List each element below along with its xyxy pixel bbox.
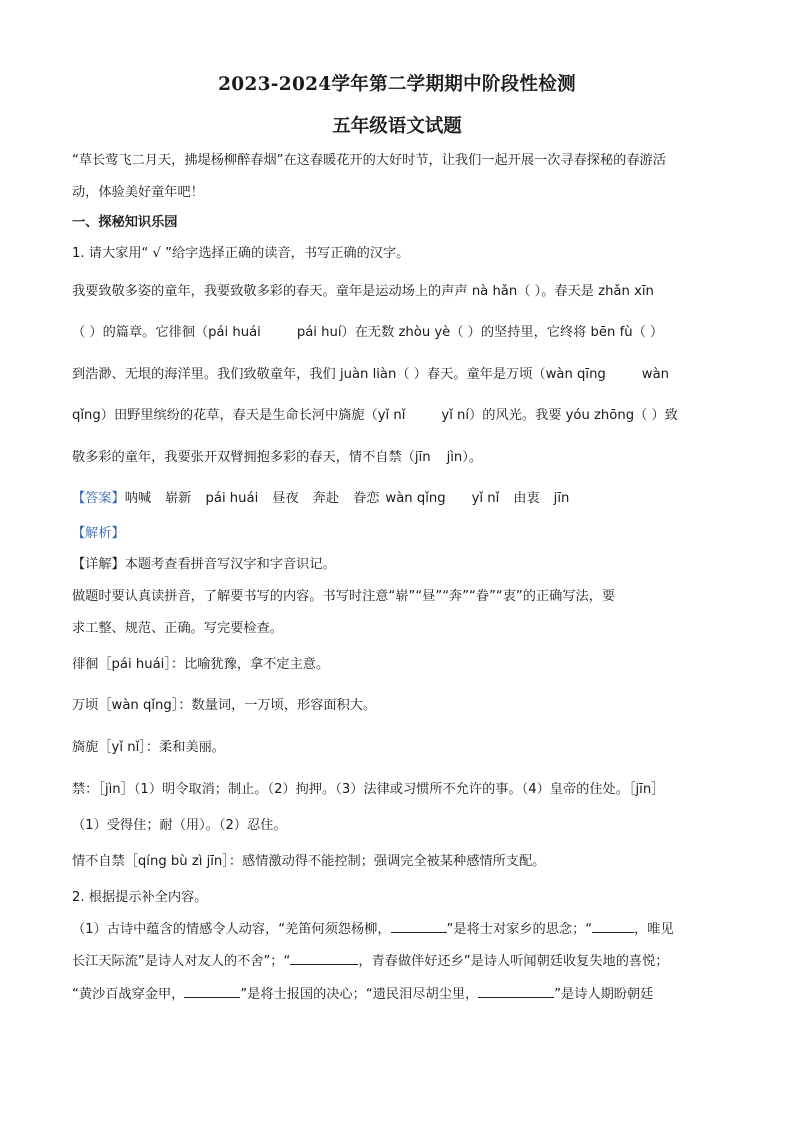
question-1-prompt: 1. 请大家用“ √ ”给字选择正确的读音，书写正确的汉字。 xyxy=(72,246,410,261)
definition-line: 禁：［jìn］（1）明令取消；制止。（2）拘押。（3）法律或习惯所不允许的事。（4）皇帝的住处。［jīn］ xyxy=(72,782,665,797)
q2-segment: “黄沙百战穿金甲， xyxy=(72,987,185,1002)
question-2-prompt: 2. 根据提示补全内容。 xyxy=(72,890,208,905)
fill-blank[interactable] xyxy=(290,952,358,965)
section-heading: 一、探秘知识乐园 xyxy=(72,215,178,230)
definition-line: 徘徊［pái huái］：比喻犹豫，拿不定主意。 xyxy=(72,657,330,672)
question-1-passage-line xyxy=(72,407,678,425)
definition-line: 万顷［wàn qǐng］：数量词，一万顷，形容面积大。 xyxy=(72,698,377,713)
intro-line-1: “草长莺飞二月天，拂堤杨柳醉春烟”在这春暖花开的大好时节，让我们一起开展一次寻春探秘的春游活 xyxy=(72,153,666,168)
passage-segment: wàn xyxy=(641,367,670,382)
passage-segment: pái huí）在无数 zhòu yè（ ）的坚持里，它终将 bēn fù（ ） xyxy=(296,325,664,340)
question-1-passage-line: 我要致敬多姿的童年，我要致敬多彩的春天。童年是运动场上的声声 nà hǎn（ ）。春天是 zhǎn xīn xyxy=(72,284,654,299)
definition-line: （1）受得住；耐（用）。（2）忍住。 xyxy=(72,818,287,833)
page-title: 2023-2024学年第二学期期中阶段性检测 xyxy=(218,74,576,95)
analysis-line: 做题时要认真读拼音，了解要书写的内容。书写时注意“崭”“昼”“奔”“眷”“衷”的正确写法，要 xyxy=(72,589,616,604)
fill-blank[interactable] xyxy=(391,920,447,933)
passage-segment: （ ）的篇章。它徘徊（pái huái xyxy=(72,325,261,340)
question-1-passage-line xyxy=(72,366,669,384)
definition-line: 情不自禁［qíng bù zì jīn］：感情激动得不能控制；强调完全被某种感情所支配。 xyxy=(72,854,546,869)
q2-segment: 长江天际流”是诗人对友人的不舍”；“ xyxy=(72,954,291,969)
q2-segment: ”是将士对家乡的思念；“ xyxy=(446,922,593,937)
question-2-line xyxy=(72,920,674,939)
answer-tag: 【答案】 xyxy=(72,491,125,506)
q2-segment: （1）古诗中蕴含的情感令人动容，“羌笛何须怨杨柳， xyxy=(72,922,391,937)
answer-item: 眷恋 xyxy=(353,491,380,506)
definition-line: 旖旎［yǐ nǐ］：柔和美丽。 xyxy=(72,740,225,755)
answer-item: pái huái xyxy=(205,491,259,506)
passage-segment: jìn）。 xyxy=(446,450,483,465)
q2-segment: ”是将士报国的决心；“遗民泪尽胡尘里， xyxy=(240,987,479,1002)
answer-item: wàn qǐng xyxy=(385,491,446,506)
answer-item: 崭新 xyxy=(165,491,192,506)
answer-item: 由衷 xyxy=(513,491,540,506)
answer-item: 奔赴 xyxy=(312,491,340,506)
fill-blank[interactable] xyxy=(184,985,240,998)
detail-tag: 【详解】 xyxy=(72,557,125,572)
question-2-line xyxy=(72,952,668,971)
q2-segment: ，青春做伴好还乡”是诗人听闻朝廷收复失地的喜悦； xyxy=(358,954,669,969)
passage-segment: yǐ ní）的风光。我要 yóu zhōng（ ）致 xyxy=(441,408,678,423)
intro-line-2: 动，体验美好童年吧！ xyxy=(72,185,204,200)
answer-item: yǐ nǐ xyxy=(471,491,500,506)
question-2-line xyxy=(72,985,653,1004)
question-1-passage-line xyxy=(72,449,482,467)
answer-item: 昼夜 xyxy=(272,491,299,506)
fill-blank[interactable] xyxy=(478,985,554,998)
passage-segment: 到浩渺、无垠的海洋里。我们致敬童年，我们 juàn liàn（ ）春天。童年是万顷（wàn qīng xyxy=(72,367,606,382)
fill-blank[interactable] xyxy=(592,920,634,933)
detail-text: 本题考查看拼音写汉字和字音识记。 xyxy=(124,557,336,572)
answer-line xyxy=(72,490,569,508)
q2-segment: ”是诗人期盼朝廷 xyxy=(554,987,654,1002)
q2-segment: ，唯见 xyxy=(634,922,674,937)
passage-segment: 敬多彩的童年，我要张开双臂拥抱多彩的春天，情不自禁（jīn xyxy=(72,450,431,465)
passage-segment: qǐng）田野里缤纷的花草，春天是生命长河中旖旎（yǐ nǐ xyxy=(72,408,406,423)
answer-item: 呐喊 xyxy=(124,491,152,506)
detail-line xyxy=(72,556,336,574)
analysis-tag: 【解析】 xyxy=(72,526,125,541)
page-subtitle: 五年级语文试题 xyxy=(332,116,462,137)
answer-item: jīn xyxy=(553,491,570,506)
analysis-line: 求工整、规范、正确。写完要检查。 xyxy=(72,621,283,636)
question-1-passage-line xyxy=(72,324,663,342)
